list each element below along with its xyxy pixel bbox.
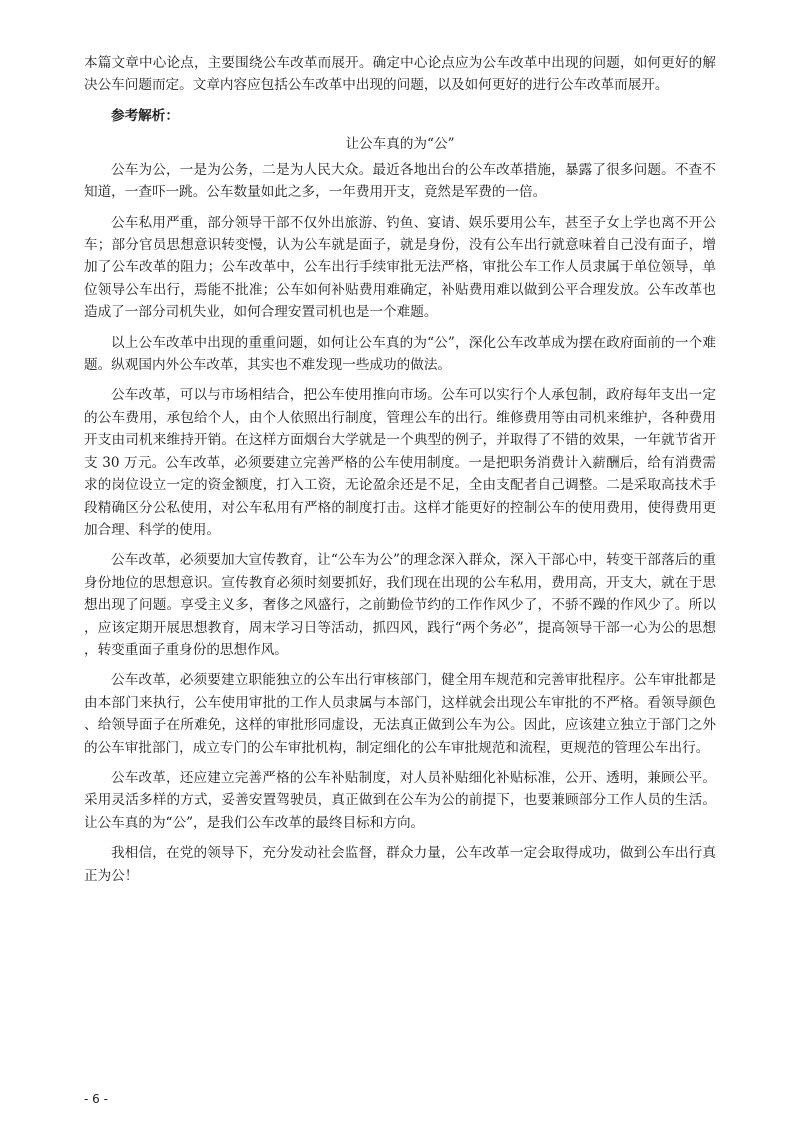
essay-paragraph-5: 公车改革，必须要加大宣传教育，让“公车为公”的理念深入群众，深入干部心中，转变干部落后的重身份地位的思想意识。宣传教育必须时刻要抓好，我们现在出现的公车私用，费用高，开支大，就在于思想出现了问题。享受主义多，奢侈之风盛行，之前勤俭节约的工作作风少了，不骄不躁的作风少了。所以，应该定期开展思想教育，周末学习日等活动，抓四风，践行“两个务必”，提高领导干部一心为公的思想，转变重面子重身份的思想作风。 — [84, 552, 716, 658]
essay-paragraph-1: 公车为公，一是为公务，二是为人民大众。最近各地出台的公车改革措施，暴露了很多问题。不查不知道，一查吓一跳。公车数量如此之多，一年费用开支，竟然是军费的一倍。 — [84, 161, 716, 201]
essay-paragraph-4: 公车改革，可以与市场相结合，把公车使用推向市场。公车可以实行个人承包制，政府每年支出一定的公车费用，承包给个人，由个人依照出行制度，管理公车的出行。维修费用等由司机来维护，各种费用开支由司机来维持开销。在这样方面烟台大学就是一个典型的例子，并取得了不错的效果，一年就节省开支 30 万元。公车改革，必须要建立完善严格的公车使用制度。一是把职务消费计入薪酬后，给有消费需求的岗位设立一定的资金额度，打入工资，无论盈余还是不足，全由支配者自己调整。二是采取高技术手段精确区分公私使用，对公车私用有严格的制度打击。这样才能更好的控制公车的使用费用，使得费用更加合理、科学的使用。 — [84, 387, 716, 538]
essay-paragraph-7: 公车改革，还应建立完善严格的公车补贴制度，对人员补贴细化补贴标准，公开、透明，兼顾公平。采用灵活多样的方式，妥善安置驾驶员，真正做到在公车为公的前提下，也要兼顾部分工作人员的生活。让公车真的为“公”，是我们公车改革的最终目标和方向。 — [84, 769, 716, 831]
page-number: - 6 - — [84, 1092, 108, 1106]
essay-paragraph-3: 以上公车改革中出现的重重问题，如何让公车真的为“公”，深化公车改革成为摆在政府面前的一个难题。纵观国内外公车改革，其实也不难发现一些成功的做法。 — [84, 334, 716, 374]
analysis-heading: 参考解析： — [111, 107, 179, 124]
essay-paragraph-2: 公车私用严重，部分领导干部不仅外出旅游、钓鱼、宴请、娱乐要用公车，甚至子女上学也离不开公车；部分官员思想意识转变慢，认为公车就是面子，就是身份，没有公车出行就意味着自己没有面子，增加了公车改革的阻力；公车改革中，公车出行手续审批无法严格，审批公车工作人员隶属于单位领导，单位领导公车出行，焉能不批准；公车如何补贴费用难确定，补贴费用难以做到公平合理发放。公车改革也造成了一部分司机失业，如何合理安置司机也是一个难题。 — [84, 214, 716, 321]
intro-paragraph: 本篇文章中心论点，主要围绕公车改革而展开。确定中心论点应为公车改革中出现的问题，如何更好的解决公车问题而定。文章内容应包括公车改革中出现的问题，以及如何更好的进行公车改革而展开。 — [84, 55, 716, 94]
essay-paragraph-8: 我相信，在党的领导下，充分发动社会监督，群众力量，公车改革一定会取得成功，做到公车出行真正为公！ — [84, 845, 716, 884]
document-page — [84, 52, 716, 895]
essay-paragraph-6: 公车改革，必须要建立职能独立的公车出行审核部门，健全用车规范和完善审批程序。公车审批都是由本部门来执行，公车使用审批的工作人员隶属与本部门，这样就会出现公车审批的不严格。看领导颜色、给领导面子在所难免，这样的审批形同虚设，无法真正做到公车为公。因此，应该建立独立于部门之外的公车审批部门，成立专门的公车审批机构，制定细化的公车审批规范和流程，更规范的管理公车出行。 — [84, 672, 716, 756]
essay-title: 让公车真的为“公” — [345, 135, 455, 152]
